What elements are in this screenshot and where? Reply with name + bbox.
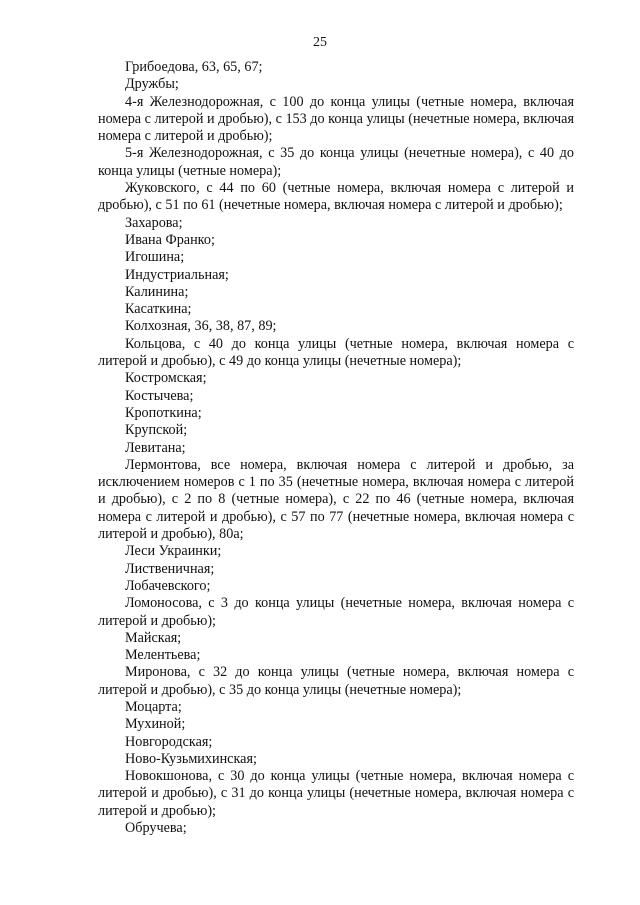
street-entry: Касаткина; <box>125 301 192 318</box>
street-entry: Лобачевского; <box>125 577 211 594</box>
street-entry: Крупской; <box>125 422 188 439</box>
street-entry: Индустриальная; <box>125 266 229 283</box>
street-entry: 5-я Железнодорожная, с 35 до конца улицы (нечетные номера), с 40 до конца улицы (четные номера); <box>98 145 574 179</box>
street-list <box>98 59 574 837</box>
street-entry: Мухиной; <box>125 716 186 733</box>
street-entry: Моцарта; <box>125 698 182 715</box>
street-entry: Костромская; <box>125 370 207 387</box>
street-entry: Захарова; <box>125 214 183 231</box>
street-entry: Левитана; <box>125 439 186 456</box>
street-entry: Калинина; <box>125 283 189 300</box>
street-entry: Майская; <box>125 629 182 646</box>
street-entry: Ломоносова, с 3 до конца улицы (нечетные номера, включая номера с литерой и дробью); <box>98 595 574 629</box>
street-entry: Игошина; <box>125 249 185 266</box>
street-entry: 4-я Железнодорожная, с 100 до конца улицы (четные номера, включая номера с литерой и дробью), с 153 до конца улицы (нечетные номера, включая номера с литерой и дробью); <box>98 93 574 145</box>
street-entry: Обручева; <box>125 820 187 837</box>
street-entry: Лиственичная; <box>125 560 215 577</box>
street-entry: Ивана Франко; <box>125 231 215 248</box>
street-entry: Грибоедова, 63, 65, 67; <box>125 59 263 75</box>
street-entry: Новокшонова, с 30 до конца улицы (четные номера, включая номера с литерой и дробью), с 31 до конца улицы (нечетные номера, включая номера с литерой и дробью); <box>98 768 574 819</box>
street-entry: Ново-Кузьмихинская; <box>125 750 257 767</box>
street-entry: Мелентьева; <box>125 647 201 664</box>
street-entry: Лермонтова, все номера, включая номера с литерой и дробью, за исключением номеров с 1 по 35 (нечетные номера, включая номера с литерой и дробью), с 2 по 8 (четные номера), с 22 по 46 (четные номера, включая номера с литерой и дробью), с 57 по 77 (нечетные номера, включая номера с литерой и дробью), 80а; <box>98 456 574 543</box>
street-entry: Кольцова, с 40 до конца улицы (четные номера, включая номера с литерой и дробью), с 49 до конца улицы (нечетные номера); <box>98 335 574 370</box>
street-entry: Дружбы; <box>125 76 179 93</box>
street-entry: Колхозная, 36, 38, 87, 89; <box>125 318 277 335</box>
street-entry: Новгородская; <box>125 733 213 750</box>
street-entry: Миронова, с 32 до конца улицы (четные номера, включая номера с литерой и дробью), с 35 до конца улицы (нечетные номера); <box>98 664 574 698</box>
page-number: 25 <box>313 35 327 50</box>
street-entry: Жуковского, с 44 по 60 (четные номера, включая номера с литерой и дробью), с 51 по 61 (нечетные номера, включая номера с литерой и дробью); <box>98 180 574 214</box>
street-entry: Костычева; <box>125 387 194 404</box>
street-entry: Леси Украинки; <box>125 543 222 560</box>
street-entry: Кропоткина; <box>125 404 202 421</box>
